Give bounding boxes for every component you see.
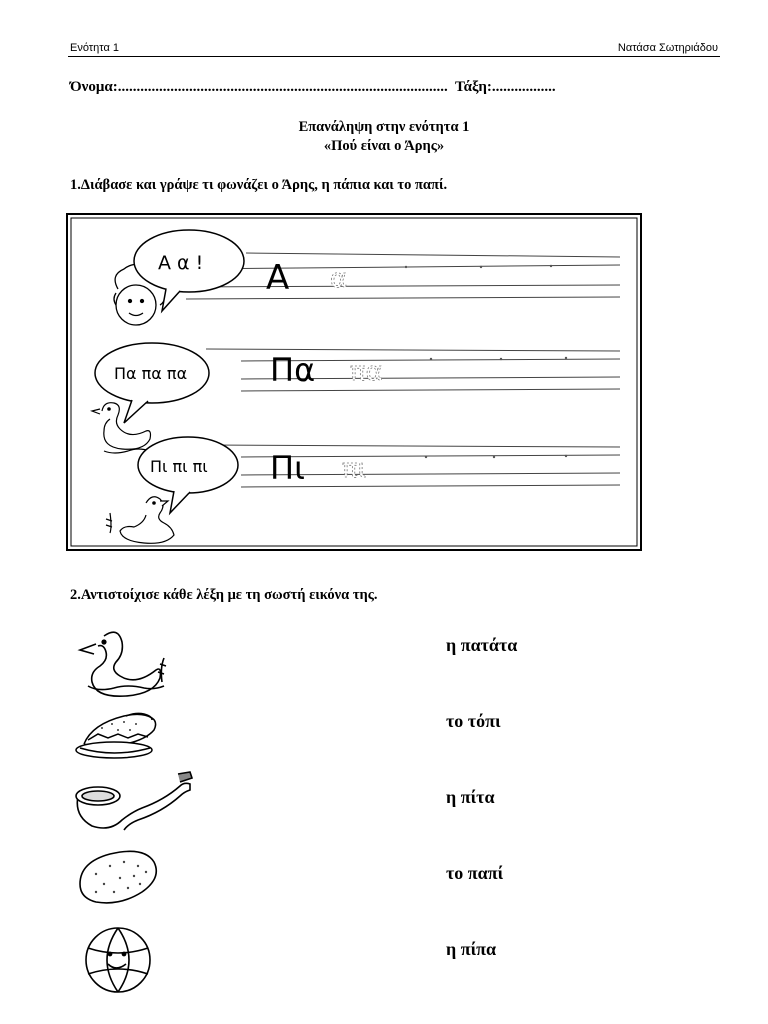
header-rule (68, 56, 720, 57)
trace-letter-2: πα (350, 357, 383, 387)
duck-picture-icon (66, 624, 176, 700)
pipe-picture-icon (66, 770, 196, 834)
bubble-3-text: Πι πι πι (150, 457, 208, 476)
bubble-2-text: Πα πα πα (114, 364, 188, 383)
trace-letter-3: πι (342, 454, 367, 484)
exercise-1-instruction: 1.Διάβασε και γράψε τι φωνάζει ο Άρης, η πάπια και το παπί. (70, 177, 448, 193)
trace-letter-1: α (330, 264, 348, 294)
header-unit: Ενότητα 1 (70, 42, 119, 54)
name-class-line: Όνομα:........................................................................................ Τάξη:................. (70, 79, 556, 95)
word-5: η πίπα (446, 939, 497, 959)
model-letter-1: Α (266, 258, 290, 298)
ball-picture-icon (66, 918, 176, 1002)
potato-picture-icon (66, 846, 166, 912)
worksheet-title: Επανάληψη στην ενότητα 1 (298, 119, 470, 135)
worksheet-subtitle: «Πού είναι ο Άρης» (323, 138, 445, 154)
word-4: το παπί (446, 863, 504, 883)
pie-picture-icon (66, 704, 176, 764)
writing-practice-frame (66, 213, 642, 551)
header-author: Νατάσα Σωτηριάδου (617, 42, 718, 54)
word-1: η πατάτα (446, 635, 518, 655)
bubble-1-text: Α α ! (158, 252, 204, 274)
model-letter-2: Πα (270, 351, 316, 389)
word-3: η πίτα (446, 787, 495, 807)
word-2: το τόπι (446, 711, 501, 731)
exercise-2-instruction: 2.Αντιστοίχισε κάθε λέξη με τη σωστή εικόνα της. (70, 587, 378, 603)
model-letter-3: Πι (270, 449, 305, 487)
